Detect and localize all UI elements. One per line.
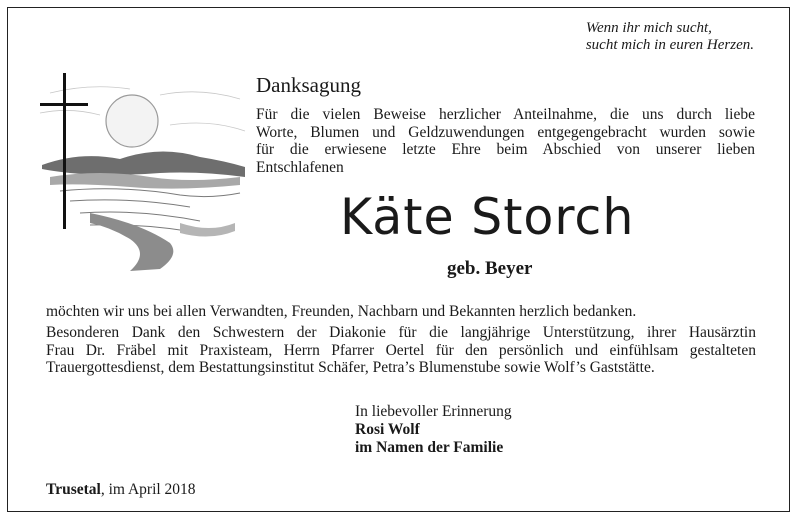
thanks-line: möchten wir uns bei allen Verwandten, Freunden, Nachbarn und Bekannten herzlich bedanken. [46, 303, 637, 320]
signer-name: Rosi Wolf [355, 421, 420, 438]
signature-block [355, 403, 512, 457]
page-title: Danksagung [256, 73, 361, 97]
place-date [46, 481, 196, 499]
on-behalf-line: im Namen der Familie [355, 439, 504, 456]
sun-icon [106, 95, 158, 147]
intro-line-3: für die erwiesene letzte Ehre beim Abschied von unserer lieben [256, 141, 755, 158]
closing-line: In liebevoller Erinnerung [355, 403, 512, 420]
intro-line-2: Worte, Blumen und Geldzuwendungen entgegengebracht wurden sowie [256, 123, 755, 141]
intro-line-1: Für die vielen Beweise herzlicher Anteilnahme, die uns durch liebe [256, 106, 755, 123]
hills-shape [42, 151, 245, 177]
maiden-name: geb. Beyer [447, 258, 533, 279]
special-thanks-line-2: Frau Dr. Fräbel mit Praxisteam, Herrn Pfarrer Oertel für den persönlich und einfühlsam gestalteten [46, 341, 756, 359]
place-name: Trusetal [46, 481, 101, 498]
landscape-cross-illustration [30, 73, 252, 273]
cross-icon [63, 73, 66, 229]
special-thanks-line-3: Trauergottesdienst, dem Bestattungsinstitut Schäfer, Petra’s Blumenstube sowie Wolf’s Gaststätte. [46, 359, 655, 376]
date-text: , im April 2018 [100, 481, 196, 498]
intro-line-4: Entschlafenen [256, 158, 344, 176]
special-thanks-line-1: Besonderen Dank den Schwestern der Diakonie für die langjährige Unterstützung, ihrer Hausärztin [46, 324, 756, 341]
motto-quote [586, 20, 754, 54]
shore-shape [90, 213, 173, 271]
motto-line-2: sucht mich in euren Herzen. [585, 37, 754, 53]
special-thanks-paragraph [46, 324, 756, 377]
motto-line-1: Wenn ihr mich sucht, [585, 20, 712, 36]
intro-paragraph [256, 106, 755, 176]
deceased-name: Käte Storch [340, 188, 635, 246]
